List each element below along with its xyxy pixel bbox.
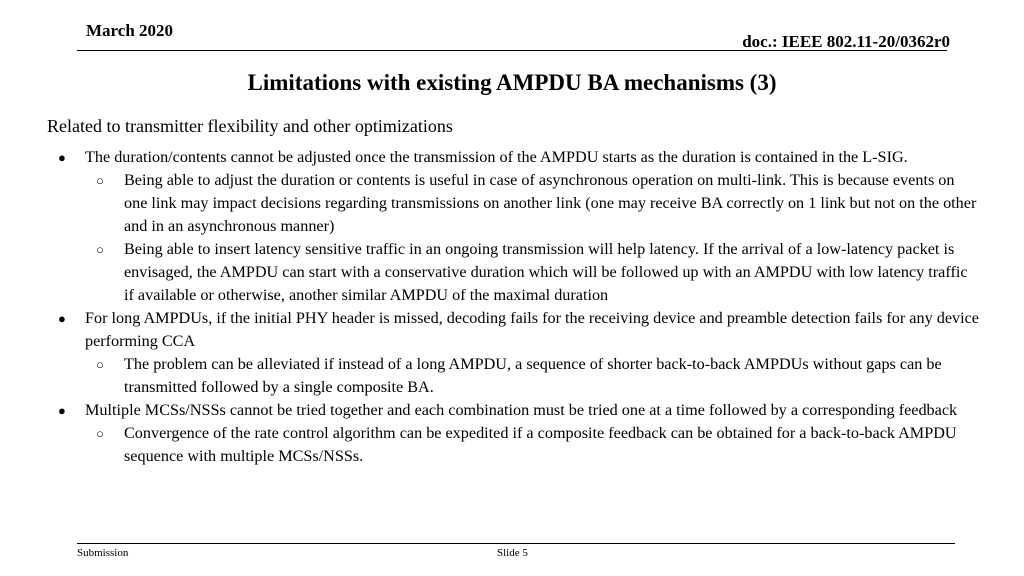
sub-bullet-text: Convergence of the rate control algorithm can be expedited if a composite feedback can be obtained for a back-to-back AMPDU sequence with multiple MCSs/NSSs. xyxy=(124,424,957,465)
bullet-text: Multiple MCSs/NSSs cannot be tried together and each combination must be tried one at a time followed by a corresponding feedback xyxy=(85,401,958,419)
bullet-text: For long AMPDUs, if the initial PHY header is missed, decoding fails for the receiving device and preamble detection fails for any device performing CCA xyxy=(85,309,979,350)
bullet-circle-icon: ○ xyxy=(96,242,104,257)
sub-bullet-text: Being able to insert latency sensitive traffic in an ongoing transmission will help latency. If the arrival of a low-latency packet is envisaged, the AMPDU can start with a conservative duration which will be followed up with an AMPDU with low latency traffic if available or otherwise, another similar AMPDU of the maximal duration xyxy=(124,240,968,304)
footer-submission: Submission xyxy=(77,547,129,559)
bullet-text: The duration/contents cannot be adjusted once the transmission of the AMPDU starts as the duration is contained in the L-SIG. xyxy=(85,148,908,166)
sub-bullet-text: Being able to adjust the duration or contents is useful in case of asynchronous operation on multi-link. This is because events on one link may impact decisions regarding transmissions on another link (one may receive BA correctly on 1 link but not on the other and in an asynchronous manner) xyxy=(124,171,977,235)
header-date: March 2020 xyxy=(86,21,174,40)
sub-bullet-item xyxy=(0,169,980,238)
bullet-item xyxy=(0,146,980,169)
header-divider xyxy=(77,50,947,51)
bullet-circle-icon: ○ xyxy=(96,173,104,188)
bullet-list xyxy=(0,146,1024,468)
footer-divider xyxy=(77,543,955,544)
sub-bullet-text: The problem can be alleviated if instead of a long AMPDU, a sequence of shorter back-to-back AMPDUs without gaps can be transmitted followed by a single composite BA. xyxy=(124,355,942,396)
bullet-item xyxy=(0,307,980,353)
bullet-item xyxy=(0,399,980,422)
sub-bullet-item xyxy=(0,422,980,468)
sub-bullet-item xyxy=(0,353,980,399)
bullet-circle-icon: ○ xyxy=(96,426,104,441)
bullet-dot-icon: ● xyxy=(58,311,66,326)
bullet-circle-icon: ○ xyxy=(96,357,104,372)
slide-title: Limitations with existing AMPDU BA mechanisms (3) xyxy=(247,70,777,95)
header-doc-id: doc.: IEEE 802.11-20/0362r0 xyxy=(742,32,950,51)
sub-bullet-item xyxy=(0,238,980,307)
intro-text: Related to transmitter flexibility and other optimizations xyxy=(47,116,453,136)
bullet-dot-icon: ● xyxy=(58,150,66,165)
footer-slide-number: Slide 5 xyxy=(497,547,528,559)
bullet-dot-icon: ● xyxy=(58,403,66,418)
